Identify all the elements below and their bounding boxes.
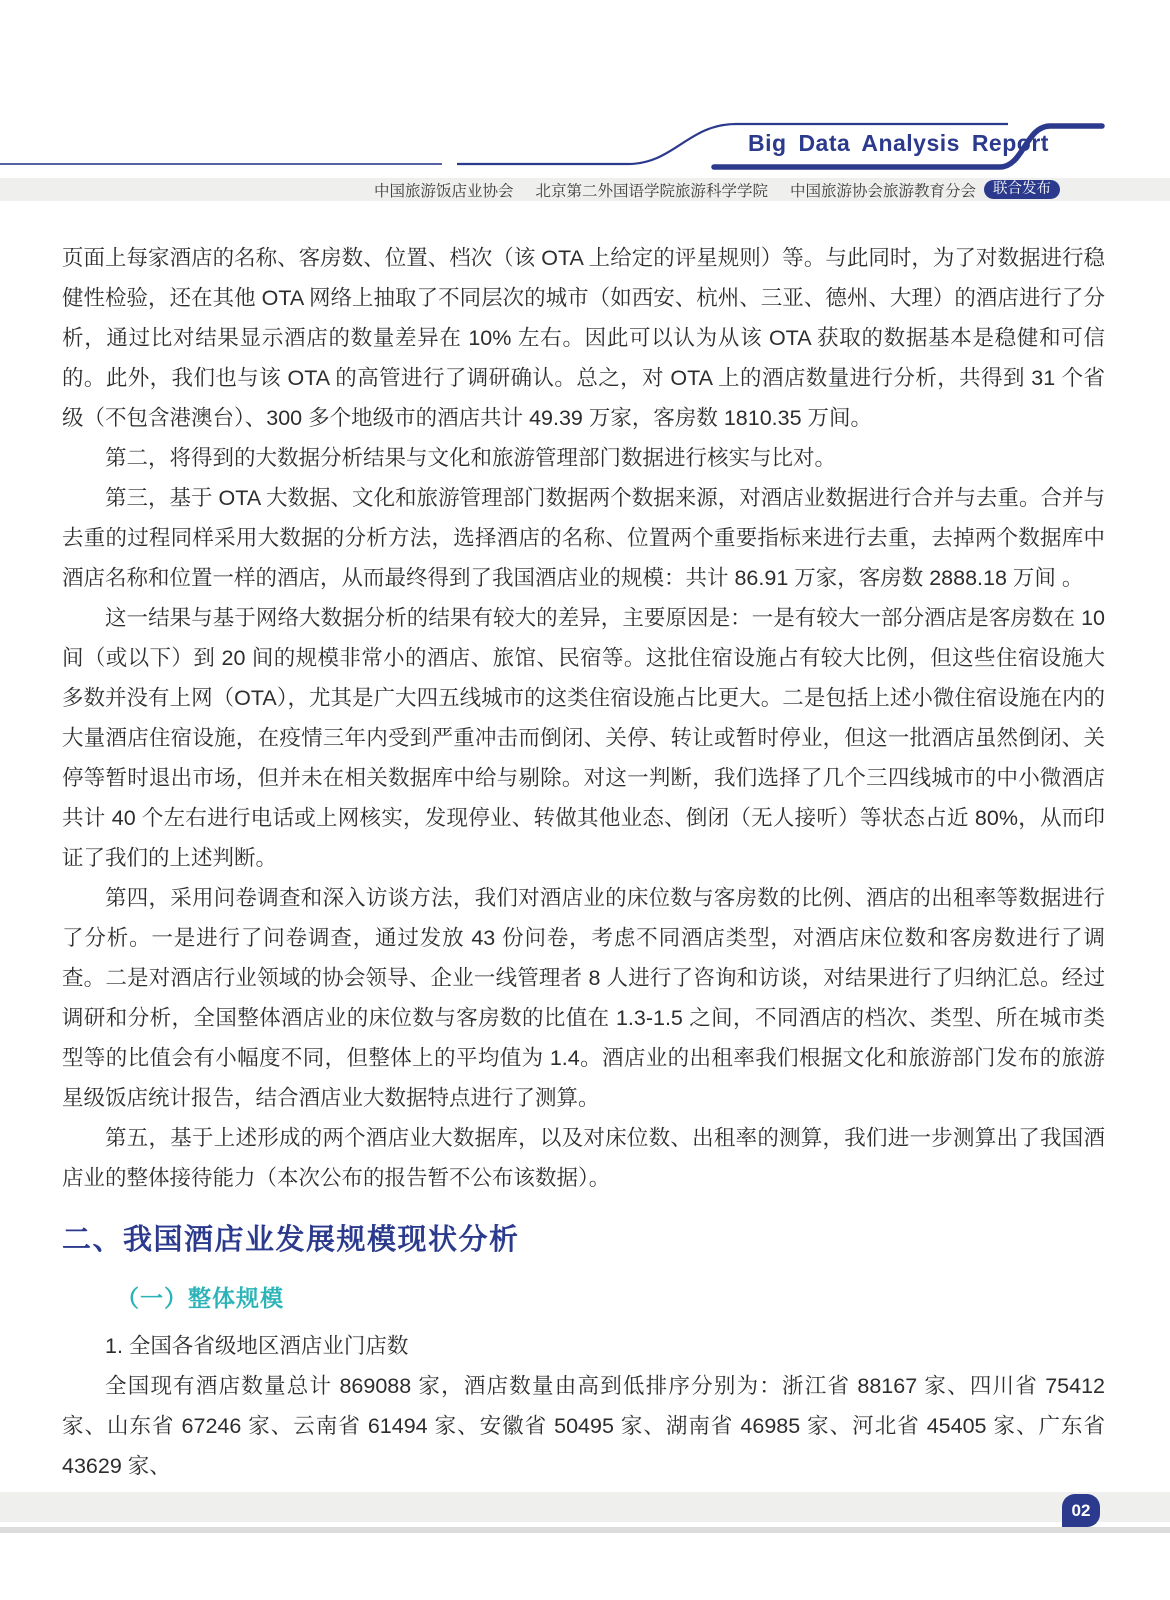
joint-release-badge: 联合发布 bbox=[984, 180, 1060, 199]
body-paragraph: 这一结果与基于网络大数据分析的结果有较大的差异，主要原因是：一是有较大一部分酒店是客房数在 10 间（或以下）到 20 间的规模非常小的酒店、旅馆、民宿等。这批住宿设施占有较大比例，但这些住宿设施大多数并没有上网（OTA），尤其是广大四五线城市的这类住宿设施占比更大。二是包括上述小微住宿设施在内的大量酒店住宿设施，在疫情三年内受到严重冲击而倒闭、关停、转让或暂时停业，但这一批酒店虽然倒闭、关停等暂时退出市场，但并未在相关数据库中给与剔除。对这一判断，我们选择了几个三四线城市的中小微酒店共计 40 个左右进行电话或上网核实，发现停业、转做其他业态、倒闭（无人接听）等状态占近 80%，从而印证了我们的上述判断。 bbox=[62, 606, 1105, 870]
body-paragraph: 第五，基于上述形成的两个酒店业大数据库，以及对床位数、出租率的测算，我们进一步测算出了我国酒店业的整体接待能力（本次公布的报告暂不公布该数据）。 bbox=[62, 1126, 1105, 1190]
publisher-org-3: 中国旅游协会旅游教育分会 bbox=[789, 182, 976, 200]
footer-band bbox=[0, 1492, 1170, 1522]
body-paragraph: 页面上每家酒店的名称、客房数、位置、档次（该 OTA 上给定的评星规则）等。与此同时，为了对数据进行稳健性检验，还在其他 OTA 网络上抽取了不同层次的城市（如西安、杭州、三亚、德州、大理）的酒店进行了分析，通过比对结果显示酒店的数量差异在 10% 左右。因此可以认为从该 OTA 获取的数据基本是稳健和可信的。此外，我们也与该 OTA 的高管进行了调研确认。总之，对 OTA 上的酒店数量进行分析，共得到 31 个省级（不包含港澳台）、300 多个地级市的酒店共计 49.39 万家，客房数 1810.35 万间。 bbox=[62, 246, 1105, 430]
body-paragraph: 全国现有酒店数量总计 869088 家，酒店数量由高到低排序分别为：浙江省 88167 家、四川省 75412 家、山东省 67246 家、云南省 61494 家、安徽省 50495 家、湖南省 46985 家、河北省 45405 家、广东省 43629 家、 bbox=[62, 1374, 1105, 1478]
publisher-org-2: 北京第二外国语学院旅游科学学院 bbox=[535, 182, 768, 200]
document-body bbox=[62, 238, 1105, 1486]
section-heading: 二、我国酒店业发展规模现状分析 bbox=[62, 1224, 520, 1256]
report-title-en: Big Data Analysis Report bbox=[748, 130, 1049, 156]
subsection-heading: （一）整体规模 bbox=[116, 1285, 284, 1311]
footer-shadow-strip bbox=[0, 1527, 1170, 1533]
publisher-org-1: 中国旅游饭店业协会 bbox=[373, 182, 514, 200]
body-paragraph: 第三，基于 OTA 大数据、文化和旅游管理部门数据两个数据来源，对酒店业数据进行合并与去重。合并与去重的过程同样采用大数据的分析方法，选择酒店的名称、位置两个重要指标来进行去重，去掉两个数据库中酒店名称和位置一样的酒店，从而最终得到了我国酒店业的规模：共计 86.91 万家，客房数 2888.18 万间 。 bbox=[62, 486, 1105, 590]
page-number-badge: 02 bbox=[1062, 1494, 1100, 1527]
body-paragraph: 第四，采用问卷调查和深入访谈方法，我们对酒店业的床位数与客房数的比例、酒店的出租率等数据进行了分析。一是进行了问卷调查，通过发放 43 份问卷，考虑不同酒店类型，对酒店床位数和客房数进行了调查。二是对酒店行业领域的协会领导、企业一线管理者 8 人进行了咨询和访谈，对结果进行了归纳汇总。经过调研和分析，全国整体酒店业的床位数与客房数的比值在 1.3-1.5 之间，不同酒店的档次、类型、所在城市类型等的比值会有小幅度不同，但整体上的平均值为 1.4。酒店业的出租率我们根据文化和旅游部门发布的旅游星级饭店统计报告，结合酒店业大数据特点进行了测算。 bbox=[62, 886, 1105, 1110]
list-item-heading: 1. 全国各省级地区酒店业门店数 bbox=[105, 1334, 409, 1358]
publishers-band bbox=[0, 178, 1170, 201]
body-paragraph: 第二，将得到的大数据分析结果与文化和旅游管理部门数据进行核实与比对。 bbox=[105, 446, 837, 470]
